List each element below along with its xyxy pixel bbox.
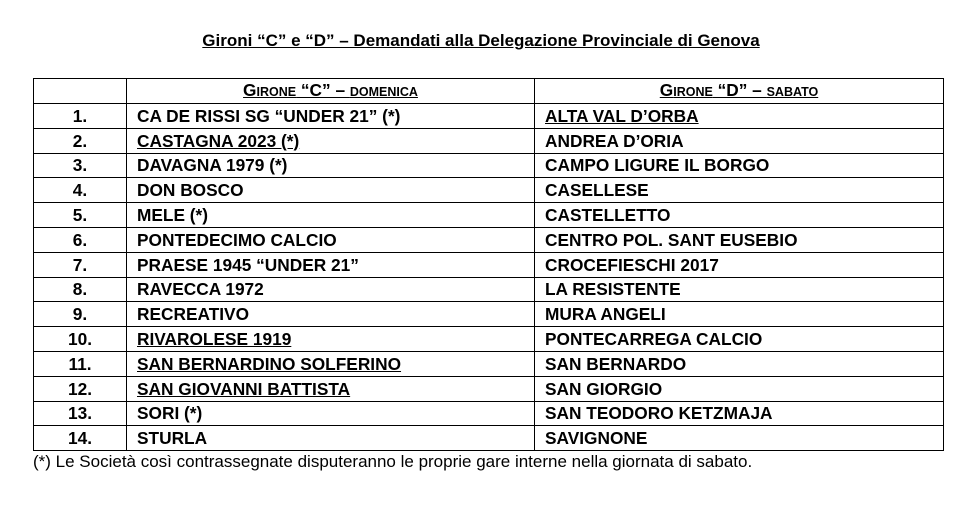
team-girone-c xyxy=(127,227,535,252)
table-row xyxy=(34,178,944,203)
footnote: (*) Le Società così contrassegnate disputeranno le proprie gare interne nella giornata di sabato. xyxy=(33,452,753,471)
team-girone-d-text: ANDREA D’ORIA xyxy=(545,130,684,151)
team-girone-d-text: MURA ANGELI xyxy=(545,304,666,325)
team-girone-c-text: MELE (*) xyxy=(137,205,209,226)
team-girone-c xyxy=(127,128,535,153)
team-girone-d-text: CENTRO POL. SANT EUSEBIO xyxy=(545,229,798,250)
team-girone-d-text: ALTA VAL D’ORBA xyxy=(545,105,699,126)
table-row xyxy=(34,327,944,352)
page-title: Gironi “C” e “D” – Demandati alla Delegazione Provinciale di Genova xyxy=(202,31,760,50)
team-girone-d xyxy=(535,227,944,252)
team-girone-c-text: PRAESE 1945 “UNDER 21” xyxy=(137,254,359,275)
team-girone-d-text: SAN BERNARDO xyxy=(545,353,687,374)
team-girone-c-text: RAVECCA 1972 xyxy=(137,279,264,300)
team-girone-c xyxy=(127,426,535,451)
row-number xyxy=(34,376,127,401)
team-girone-c-text: PONTEDECIMO CALCIO xyxy=(137,229,337,250)
team-girone-c xyxy=(127,277,535,302)
team-girone-d xyxy=(535,351,944,376)
team-girone-c-text: SAN BERNARDINO SOLFERINO xyxy=(137,353,402,374)
header-girone-d: GIRONE “D” – SABATO xyxy=(535,79,944,104)
row-number xyxy=(34,401,127,426)
table-row xyxy=(34,302,944,327)
team-girone-c xyxy=(127,351,535,376)
row-number xyxy=(34,426,127,451)
team-girone-d xyxy=(535,401,944,426)
table-row xyxy=(34,252,944,277)
team-girone-d xyxy=(535,426,944,451)
row-number-text: 14. xyxy=(67,428,93,449)
table-row xyxy=(34,153,944,178)
table-row xyxy=(34,351,944,376)
team-girone-d xyxy=(535,252,944,277)
team-girone-d-text: SAN TEODORO KETZMAJA xyxy=(545,403,773,424)
header-girone-c: GIRONE “C” – DOMENICA xyxy=(127,79,535,104)
row-number-text: 12. xyxy=(67,378,93,399)
table-row xyxy=(34,104,944,129)
row-number xyxy=(34,351,127,376)
row-number xyxy=(34,203,127,228)
row-number xyxy=(34,252,127,277)
team-girone-c xyxy=(127,178,535,203)
row-number-text: 11. xyxy=(68,353,92,374)
team-girone-c xyxy=(127,104,535,129)
team-girone-d xyxy=(535,203,944,228)
team-girone-c xyxy=(127,327,535,352)
team-girone-d xyxy=(535,327,944,352)
team-girone-c-text: CA DE RISSI SG “UNDER 21” (*) xyxy=(137,105,401,126)
row-number-text: 2. xyxy=(72,130,88,151)
team-girone-d xyxy=(535,178,944,203)
row-number xyxy=(34,327,127,352)
table-row xyxy=(34,401,944,426)
team-girone-d xyxy=(535,153,944,178)
team-girone-c-text: RECREATIVO xyxy=(137,304,250,325)
table-row xyxy=(34,128,944,153)
team-girone-d-text: CASTELLETTO xyxy=(545,205,671,226)
table-row xyxy=(34,376,944,401)
table-row xyxy=(34,203,944,228)
team-girone-c-text: DAVAGNA 1979 (*) xyxy=(137,155,288,176)
header-empty xyxy=(34,79,127,104)
groups-table xyxy=(33,78,944,451)
row-number xyxy=(34,153,127,178)
row-number-text: 3. xyxy=(72,155,88,176)
team-girone-d-text: PONTECARREGA CALCIO xyxy=(545,329,763,350)
row-number-text: 5. xyxy=(72,205,88,226)
team-girone-c-text: CASTAGNA 2023 (*) xyxy=(137,130,300,151)
team-girone-d-text: SAVIGNONE xyxy=(545,428,648,449)
row-number xyxy=(34,227,127,252)
team-girone-c-text: SORI (*) xyxy=(137,403,203,424)
team-girone-d xyxy=(535,376,944,401)
team-girone-c-text: SAN GIOVANNI BATTISTA xyxy=(137,378,351,399)
team-girone-c xyxy=(127,376,535,401)
team-girone-d xyxy=(535,128,944,153)
header-row xyxy=(34,79,944,104)
row-number xyxy=(34,104,127,129)
team-girone-d xyxy=(535,302,944,327)
table-row xyxy=(34,227,944,252)
team-girone-c xyxy=(127,153,535,178)
team-girone-c-text: DON BOSCO xyxy=(137,180,244,201)
row-number-text: 6. xyxy=(72,229,88,250)
row-number-text: 1. xyxy=(72,105,88,126)
team-girone-c xyxy=(127,302,535,327)
row-number xyxy=(34,277,127,302)
team-girone-c xyxy=(127,203,535,228)
row-number-text: 10. xyxy=(67,329,93,350)
team-girone-d xyxy=(535,277,944,302)
row-number xyxy=(34,178,127,203)
team-girone-d-text: CROCEFIESCHI 2017 xyxy=(545,254,719,275)
team-girone-c xyxy=(127,252,535,277)
row-number-text: 13. xyxy=(67,403,93,424)
team-girone-c-text: STURLA xyxy=(137,428,208,449)
row-number xyxy=(34,302,127,327)
team-girone-d-text: CAMPO LIGURE IL BORGO xyxy=(545,155,770,176)
team-girone-d-text: LA RESISTENTE xyxy=(545,279,681,300)
table-row xyxy=(34,426,944,451)
row-number xyxy=(34,128,127,153)
team-girone-d-text: SAN GIORGIO xyxy=(545,378,663,399)
team-girone-d-text: CASELLESE xyxy=(545,180,649,201)
team-girone-d xyxy=(535,104,944,129)
row-number-text: 8. xyxy=(72,279,88,300)
team-girone-c-text: RIVAROLESE 1919 xyxy=(137,329,292,350)
table-row xyxy=(34,277,944,302)
row-number-text: 4. xyxy=(72,180,88,201)
row-number-text: 7. xyxy=(72,254,88,275)
row-number-text: 9. xyxy=(72,304,88,325)
team-girone-c xyxy=(127,401,535,426)
